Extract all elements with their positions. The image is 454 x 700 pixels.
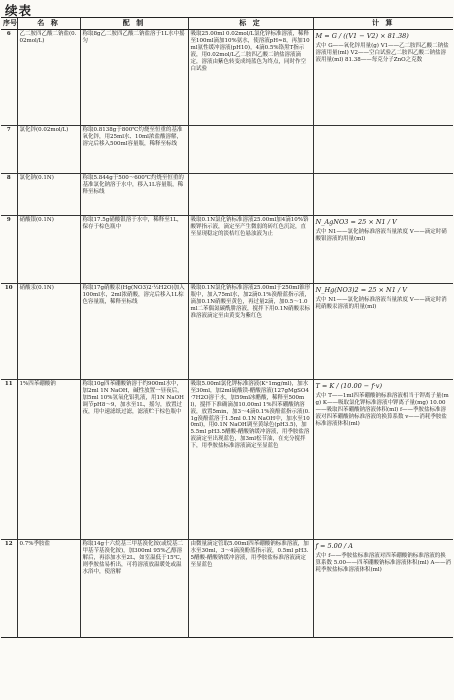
- reagent-name: 1%四苯硼酸钠: [17, 380, 80, 540]
- calculation-formula: M = G / ((V1 − V2) × 81.38): [315, 32, 409, 40]
- preparation-text: 称取14g十六烷基三甲基溴化铵(或烷基二甲基苄基溴化铵)，加300ml 95%乙醇溶解后，再添加水至2L，如室温低于15℃，则季胺盐易析出，可将溶液放温暖处或温水浴中，使溶解: [80, 540, 188, 638]
- table-row: [1, 216, 453, 284]
- row-number: 9: [6, 217, 11, 223]
- table-row: [1, 380, 453, 540]
- preparation-text: 称取5.844g于500～600℃灼烧至恒重的基准氯化钠溶于水中，移入1L容量瓶，稀释至标线: [80, 174, 188, 216]
- calculation-formula: N_Hg(NO3)2 = 25 × N1 / V: [315, 286, 407, 294]
- col-std-header: 标 定: [188, 18, 313, 30]
- preparation-text: 称取0.8138g于800℃灼烧至恒重的基准氧化锌，用25ml水、10ml浓盐酸溶解，溶完后移入500ml容量瓶，稀释至标线: [80, 126, 188, 174]
- calculation-cell: [313, 540, 453, 638]
- calculation-cell: [313, 216, 453, 284]
- calculation-formula: T = K / (10.00 − f·v): [315, 382, 382, 390]
- calculation-text: 式中 G——氧化锌用量(g) V1——乙二胺四乙酸二钠盐溶液用量(ml) V2——空白试验乙二胺四乙酸二钠盐溶液用量(ml) 81.38——每克分子ZnO之克数: [315, 43, 449, 63]
- row-number: 12: [4, 541, 13, 547]
- row-number: 11: [4, 381, 13, 387]
- calculation-formula: f = 5.00 / A: [315, 542, 353, 550]
- table-header: [1, 18, 453, 30]
- row-number: 8: [6, 175, 11, 181]
- table-body: [1, 30, 453, 638]
- row-number: 6: [6, 31, 11, 37]
- standardization-text: 吸取0.1N氯化钠标准溶液25.00ml加4滴10%铬酸钾指示液，滴定至产生微弱的砖红色沉淀，直至显现稳定的淡桔红色悬浊液为止: [188, 216, 313, 284]
- calculation-formula: N_AgNO3 = 25 × N1 / V: [315, 218, 397, 226]
- preparation-text: 称取17g硝酸汞(Hg(NO3)2·½H2O)加入100ml水，2ml浓硝酸，溶完后移入1L棕色容量瓶，稀释至标线: [80, 284, 188, 380]
- col-name-header: 名 称: [17, 18, 80, 30]
- calculation-text: 式中 N1——氯化钠标准溶液当量浓度 V——滴定时消耗硝酸汞溶液的用量(ml): [315, 297, 447, 310]
- preparation-text: 称取10g四苯硼酸钠溶于约900ml水中，加2ml 1N NaOH，碱性放置一昼夜后，加5ml 10%氢氧化铝乳液，用1N NaOH调节pH8～9，加水至1L，摇匀，放置过夜，用中速滤纸过滤，滤液贮于棕色瓶中: [80, 380, 188, 540]
- calculation-cell: [313, 380, 453, 540]
- table-row: [1, 284, 453, 380]
- table-row: [1, 174, 453, 216]
- table-row: [1, 540, 453, 638]
- table-row: [1, 126, 453, 174]
- reagent-name: 硝酸汞(0.1N): [17, 284, 80, 380]
- reagent-name: 氯化钠(0.1N): [17, 174, 80, 216]
- page-title: 续表: [5, 3, 33, 18]
- reagent-name: 乙二胺四乙酸二钠盐(0.02mol/L): [17, 30, 80, 126]
- reagent-name: 氯化锌(0.02mol/L): [17, 126, 80, 174]
- col-prep-header: 配 制: [80, 18, 188, 30]
- standardization-text: 由微量滴定管取5.00ml四苯硼酸钠标准溶液，加水至30ml，3～4滴溴酚蓝指示液，0.5ml pH3.5醋酸-醋酸钠缓冲溶液，用季胺盐标准溶液滴定至显蓝色: [188, 540, 313, 638]
- calculation-text: 式中 N1——氯化钠标准溶液当量浓度 V——滴定时硝酸银溶液的用量(ml): [315, 229, 447, 242]
- standardization-text: [188, 126, 313, 174]
- calculation-cell: [313, 284, 453, 380]
- table-row: [1, 30, 453, 126]
- preparation-text: 称取8g乙二胺四乙酸二钠盐溶于1L水中摇匀: [80, 30, 188, 126]
- row-number: 7: [6, 127, 11, 133]
- standardization-text: 吸取5.00ml氯化钾标准溶液(K⁺1mg/ml)，加水至30ml，加2ml硫酸镁-醋酸溶液(127gMgSO4·7H2O溶于水，加59ml冰醋酸，稀释至500ml)，搅拌下准确滴加10.00ml 1%四苯硼酸钠溶液，放置5min，加3～4滴0.1%溴酚蓝指示液(0.1g溴酚蓝溶于1.5ml 0.1N NaOH中，加水至100ml)，用0.1N NaOH调至黄绿色(pH3.5)，加5.5ml pH3.5醋酸-醋酸钠缓冲溶液，用季胺盐溶液滴定至出现蓝色，加3ml松节油，在充分搅拌下，用季胺盐标准溶液滴定至显蓝色: [188, 380, 313, 540]
- preparation-text: 称取17.5g硝酸银溶于水中，稀释至1L，保存于棕色瓶中: [80, 216, 188, 284]
- calculation-text: 式中 T——1ml四苯硼酸钠标准溶液相当于钾离子量(mg) K——吸取氯化钾标准溶液中钾离子量(mg) 10.00——吸取四苯硼酸钠溶液体积(ml) f——季胺盐标准溶液对四苯硼酸钠标准溶液的换算系数 v——消耗季胺盐标准溶液体积(ml): [315, 393, 449, 427]
- calculation-cell: [313, 126, 453, 174]
- col-no-header: 序号: [1, 18, 17, 30]
- calculation-cell: [313, 30, 453, 126]
- calculation-text: 式中 f——季胺盐标准溶液对四苯硼酸钠标准溶液的换算系数 5.00——四苯硼酸钠标准溶液体积(ml) A——消耗季胺盐标准溶液体积(ml): [315, 553, 451, 573]
- standardization-text: 吸取0.1N氯化钠标准溶液25.00ml于250ml锥形瓶中，加入75ml水，加2滴0.1%溴酚蓝指示液，滴加0.1N硝酸至黄色，再过量2滴，加0.5～1.0ml二苯偶氮碳酰肼溶液，搅拌下用0.1N硝酸汞标准溶液滴定至由黄变为紫红色: [188, 284, 313, 380]
- reagent-name: 0.7%季胺盐: [17, 540, 80, 638]
- calculation-cell: [313, 174, 453, 216]
- standardization-text: 吸取25.00ml 0.02mol/L氯化锌标准溶液，稀释至100ml滴加10%氨水，使溶液pH≈8，再加10ml氨性缓冲溶液(pH10)，4滴0.5%铬黑T指示液，用0.02mol/L乙二胺四乙酸二钠盐溶液滴定，溶液由紫色转变成纯蓝色为终点，同时作空白试验: [188, 30, 313, 126]
- standardization-text: [188, 174, 313, 216]
- col-calc-header: 计 算: [313, 18, 453, 30]
- row-number: 10: [4, 285, 13, 291]
- reagent-name: 硝酸银(0.1N): [17, 216, 80, 284]
- reagent-table: [1, 17, 453, 638]
